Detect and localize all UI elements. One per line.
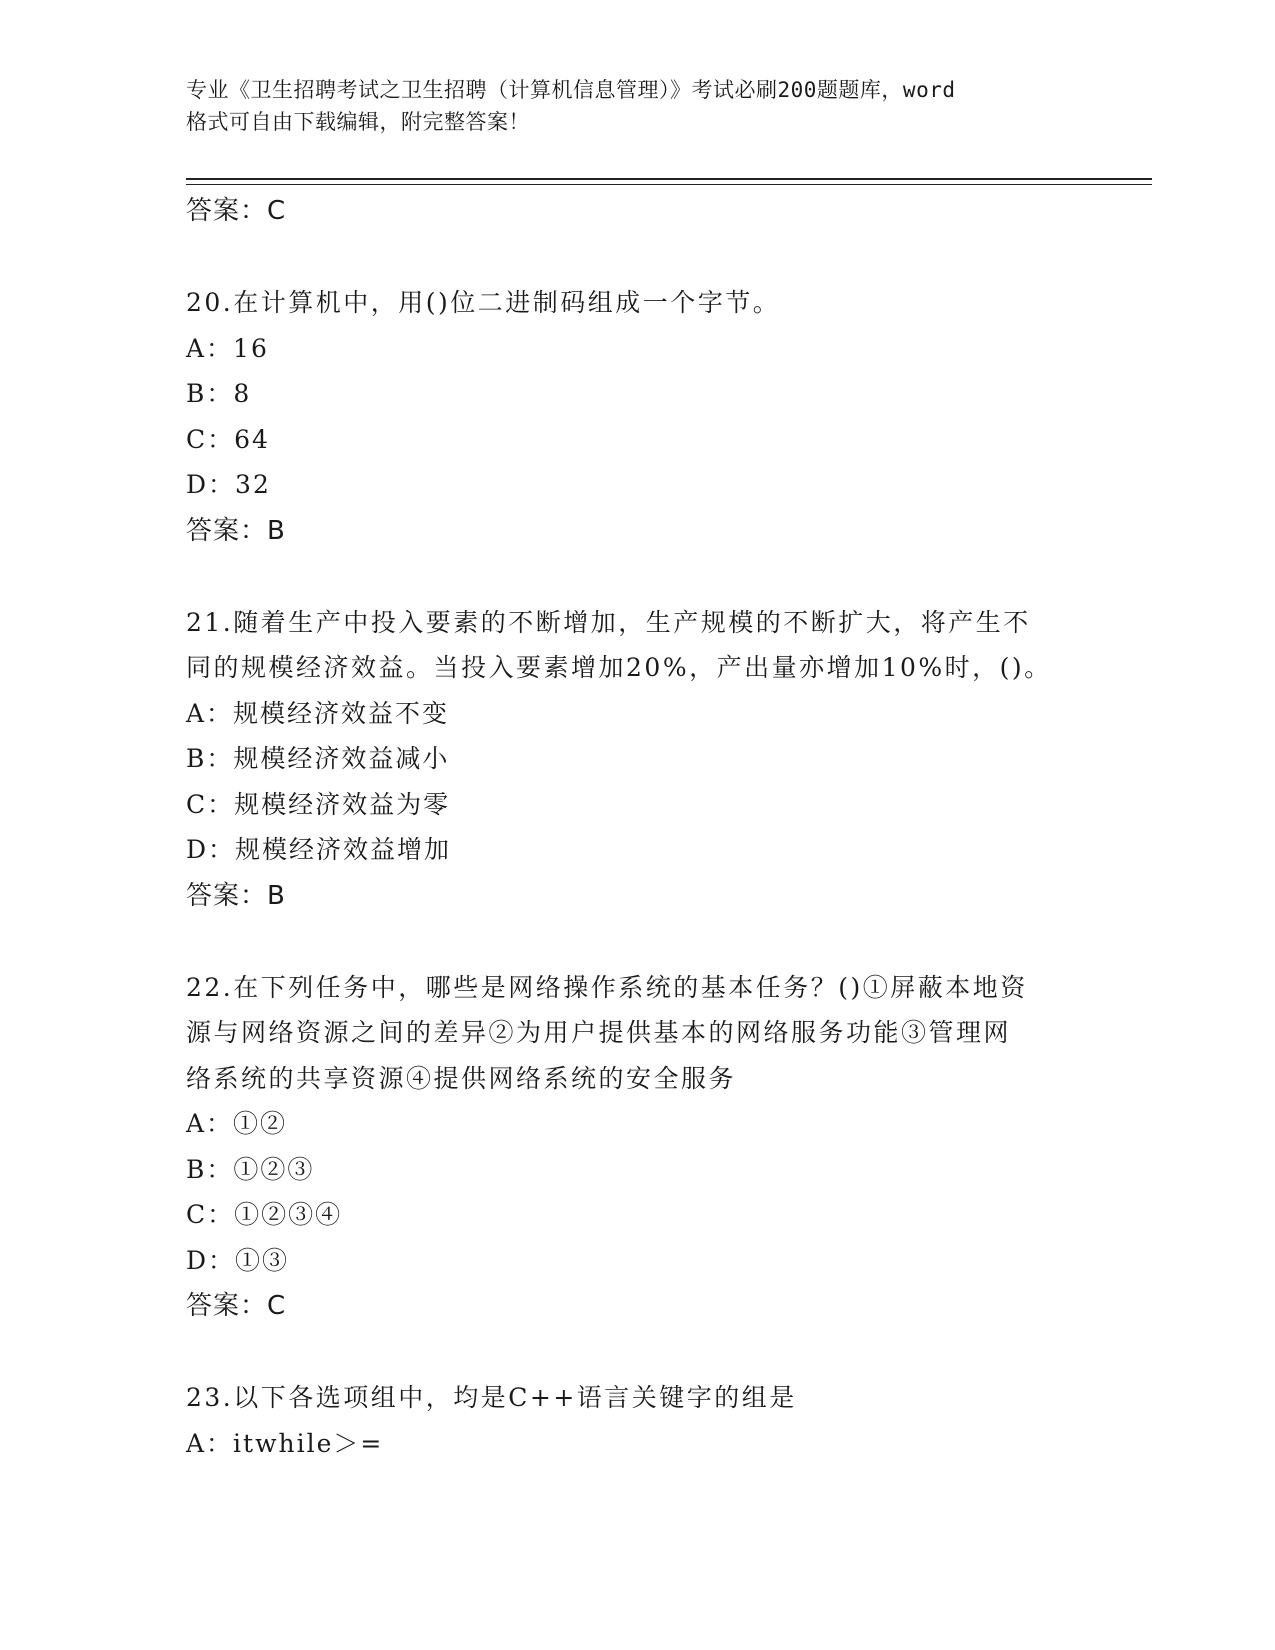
spacer (186, 554, 1086, 600)
question-stem: 20.在计算机中，用()位二进制码组成一个字节。 (186, 288, 781, 317)
question-20 (186, 280, 1086, 554)
option-b: B：8 (186, 379, 252, 408)
spacer (186, 234, 1086, 280)
header-divider-thin (186, 184, 1152, 185)
document-header (186, 74, 1106, 138)
header-divider-thick (186, 178, 1152, 180)
option-a: A：16 (186, 333, 269, 363)
question-stem-line-1: 22.在下列任务中，哪些是网络操作系统的基本任务？()①屏蔽本地资 (186, 972, 1028, 1002)
question-stem-line-2: 源与网络资源之间的差异②为用户提供基本的网络服务功能③管理网 (186, 1018, 1012, 1047)
question-stem: 23.以下各选项组中，均是C++语言关键字的组是 (186, 1383, 797, 1412)
question-stem-line-2: 同的规模经济效益。当投入要素增加20%，产出量亦增加10%时，()。 (186, 653, 1052, 682)
answer-line: 答案：B (186, 880, 286, 911)
question-23 (186, 1375, 1086, 1466)
option-a: A：itwhile＞= (186, 1428, 384, 1458)
question-21 (186, 600, 1086, 919)
option-c: C：①②③④ (186, 1200, 343, 1229)
question-stem-line-3: 络系统的共享资源④提供网络系统的安全服务 (186, 1063, 737, 1093)
option-d: D：①③ (186, 1245, 290, 1275)
option-d: D：32 (186, 470, 271, 499)
answer-line: 答案：C (186, 196, 287, 226)
option-a: A：①② (186, 1109, 288, 1138)
option-c: C：规模经济效益为零 (186, 789, 451, 819)
option-b: B：①②③ (186, 1154, 315, 1184)
option-c: C：64 (186, 424, 270, 454)
answer-line: 答案：B (186, 515, 286, 546)
question-22 (186, 965, 1086, 1330)
option-d: D：规模经济效益增加 (186, 835, 452, 864)
answer-line: 答案：C (186, 1291, 287, 1321)
question-list (186, 188, 1086, 1466)
option-b: B：规模经济效益减小 (186, 744, 450, 773)
spacer (186, 1329, 1086, 1375)
option-a: A：规模经济效益不变 (186, 698, 450, 728)
header-line-1: 专业《卫生招聘考试之卫生招聘（计算机信息管理）》考试必刷200题题库，word (186, 78, 956, 102)
question-stem-line-1: 21.随着生产中投入要素的不断增加，生产规模的不断扩大，将产生不 (186, 607, 1031, 637)
header-line-2: 格式可自由下载编辑，附完整答案！ (186, 110, 530, 134)
spacer (186, 919, 1086, 965)
